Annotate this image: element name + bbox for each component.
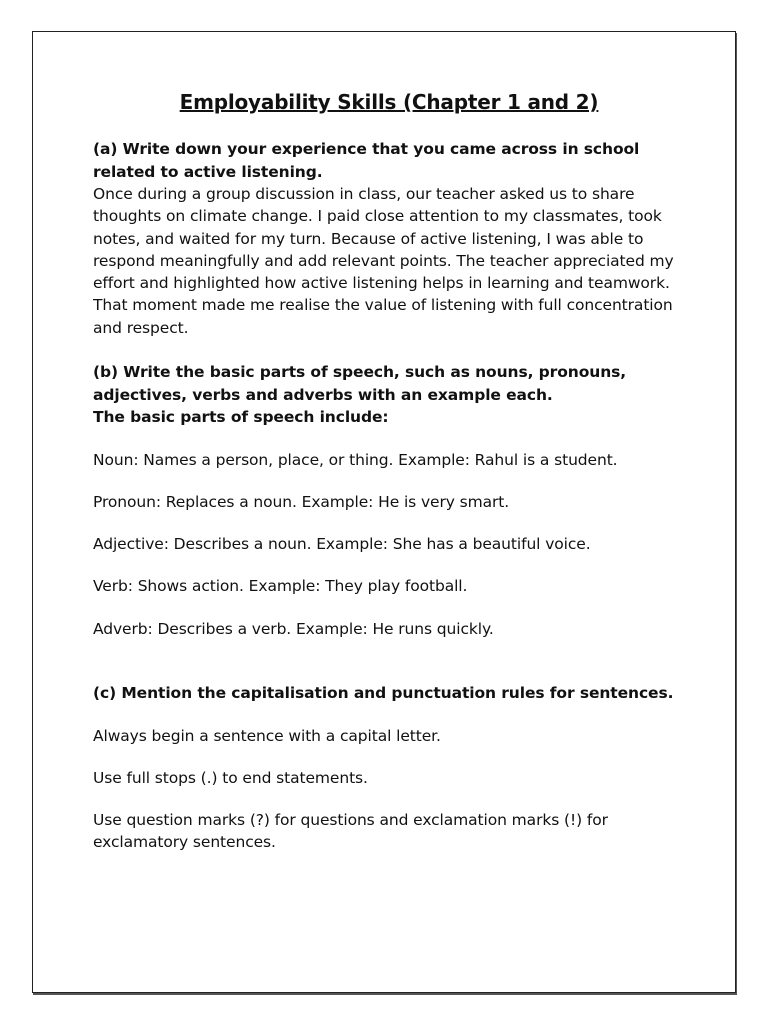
question-c: (c) Mention the capitalisation and punctuation rules for sentences. (93, 684, 674, 703)
part-of-speech-adverb: Adverb: Describes a verb. Example: He runs quickly. (93, 619, 494, 638)
rule-capital-letter: Always begin a sentence with a capital letter. (93, 726, 441, 745)
answer-a: Once during a group discussion in class, our teacher asked us to share thoughts on climate change. I paid close attention to my classmates, took notes, and waited for my turn. Because of active listening, I was able to respond meaningfully and add relevant points. The teacher appreciated my effort and highlighted how active listening helps in learning and teamwork. That moment made me realise the value of listening with full concentration and respect. (93, 185, 674, 337)
part-of-speech-pronoun: Pronoun: Replaces a noun. Example: He is very smart. (93, 492, 510, 511)
document-title: Employability Skills (Chapter 1 and 2) (179, 90, 599, 114)
rule-full-stops: Use full stops (.) to end statements. (93, 768, 368, 787)
part-of-speech-verb: Verb: Shows action. Example: They play football. (93, 577, 468, 596)
question-a: (a) Write down your experience that you came across in school related to active listening. (93, 140, 640, 181)
document-body (93, 88, 693, 854)
part-of-speech-adjective: Adjective: Describes a noun. Example: She has a beautiful voice. (93, 535, 591, 554)
rule-question-exclamation: Use question marks (?) for questions and exclamation marks (!) for exclamatory sentences. (93, 811, 608, 852)
part-of-speech-noun: Noun: Names a person, place, or thing. Example: Rahul is a student. (93, 450, 618, 469)
answer-b-intro: The basic parts of speech include: (93, 408, 389, 427)
question-b: (b) Write the basic parts of speech, such as nouns, pronouns, adjectives, verbs and adverbs with an example each. (93, 363, 627, 404)
